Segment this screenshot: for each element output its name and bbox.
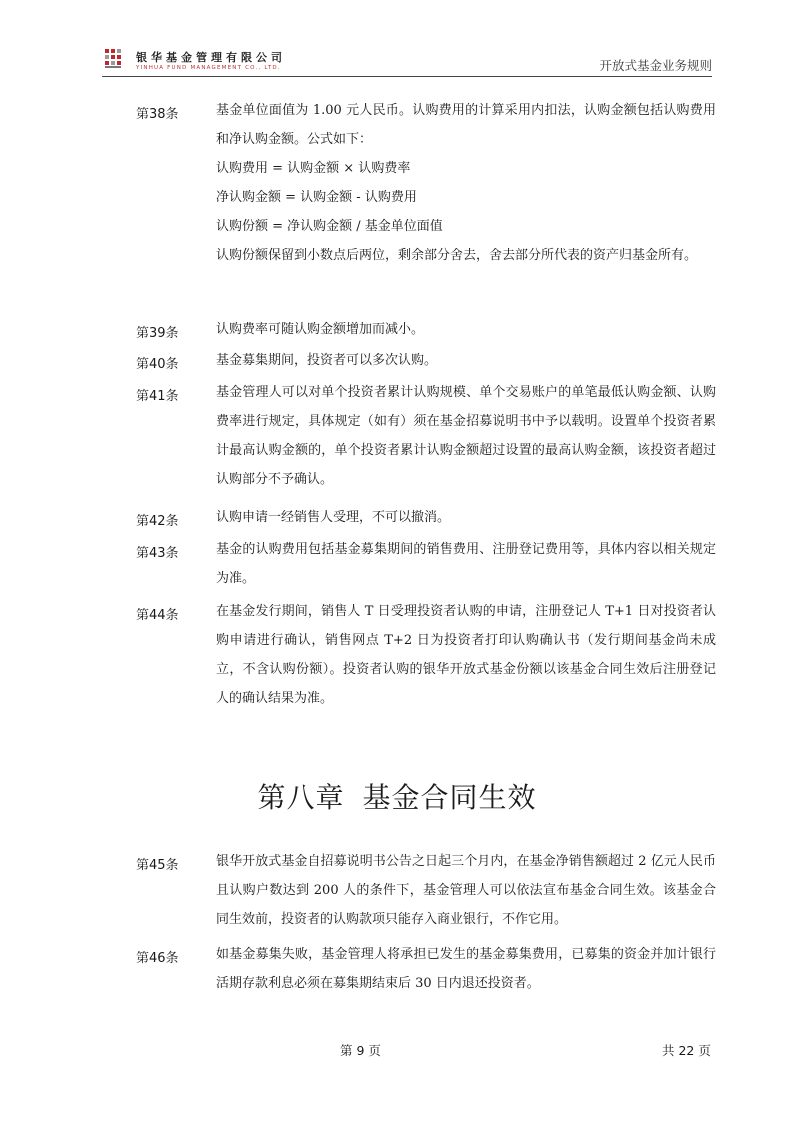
article-body [216, 940, 716, 998]
total-pages: 共 22 页 [662, 1043, 711, 1058]
article-number: 第45条 [136, 858, 179, 873]
article-body [216, 378, 716, 494]
company-name-cn: 银华基金管理有限公司 [136, 51, 286, 64]
document-title: 开放式基金业务规则 [599, 58, 712, 73]
article-body [216, 315, 716, 344]
article-paragraph: 认购费率可随认购金额增加而减小。 [216, 322, 425, 337]
article-paragraph: 基金的认购费用包括基金募集期间的销售费用、注册登记费用等，具体内容以相关规定为准。 [216, 542, 716, 586]
article-number: 第41条 [136, 389, 179, 404]
chapter-title: 基金合同生效 [362, 781, 537, 814]
article-number: 第46条 [136, 951, 179, 966]
article-number: 第38条 [136, 107, 179, 122]
formula-line: 认购份额 = 净认购金额 / 基金单位面值 [216, 219, 443, 234]
company-logo-icon [104, 48, 126, 70]
page-header [102, 44, 712, 76]
article-body [216, 597, 716, 713]
formula-line: 净认购金额 = 认购金额 - 认购费用 [216, 190, 417, 205]
article-paragraph: 基金募集期间，投资者可以多次认购。 [216, 353, 438, 368]
article-paragraph: 如基金募集失败，基金管理人将承担已发生的基金募集费用，已募集的资金并加计银行活期存款利息必须在募集期结束后 30 日内退还投资者。 [216, 947, 716, 991]
header-divider [102, 76, 712, 77]
article-number: 第44条 [136, 608, 179, 623]
article-paragraph: 银华开放式基金自招募说明书公告之日起三个月内，在基金净销售额超过 2 亿元人民币且认购户数达到 200 人的条件下，基金管理人可以依法宣布基金合同生效。该基金合同生效前，投资者的认购款项只能存入商业银行，不作它用。 [216, 854, 716, 927]
chapter-number: 第八章 [257, 781, 345, 814]
company-name-en: YINHUA FUND MANAGEMENT CO., LTD. [136, 65, 281, 71]
article-paragraph: 在基金发行期间，销售人 T 日受理投资者认购的申请，注册登记人 T+1 日对投资者认购申请进行确认，销售网点 T+2 日为投资者打印认购确认书（发行期间基金尚未成立，不含认购份额）。投资者认购的银华开放式基金份额以该基金合同生效后注册登记人的确认结果为准。 [216, 604, 716, 706]
article-paragraph: 认购份额保留到小数点后两位，剩余部分舍去，舍去部分所代表的资产归基金所有。 [216, 248, 698, 263]
article-paragraph: 认购申请一经销售人受理，不可以撤消。 [216, 510, 451, 525]
chapter-heading [0, 776, 794, 816]
article-number: 第43条 [136, 546, 179, 561]
article-body [216, 503, 716, 532]
article-body [216, 847, 716, 934]
formula-line: 认购费用 = 认购金额 × 认购费率 [216, 161, 411, 176]
article-number: 第39条 [136, 326, 179, 341]
article-body [216, 535, 716, 593]
article-paragraph: 基金管理人可以对单个投资者累计认购规模、单个交易账户的单笔最低认购金额、认购费率进行规定，具体规定（如有）须在基金招募说明书中予以载明。设置单个投资者累计最高认购金额的，单个投资者累计认购金额超过设置的最高认购金额，该投资者超过认购部分不予确认。 [216, 385, 716, 487]
page-number: 第 9 页 [340, 1043, 381, 1058]
article-body [216, 96, 716, 270]
article-number: 第40条 [136, 357, 179, 372]
article-body [216, 346, 716, 375]
article-paragraph: 基金单位面值为 1.00 元人民币。认购费用的计算采用内扣法，认购金额包括认购费用和净认购金额。公式如下： [216, 103, 716, 147]
article-number: 第42条 [136, 514, 179, 529]
